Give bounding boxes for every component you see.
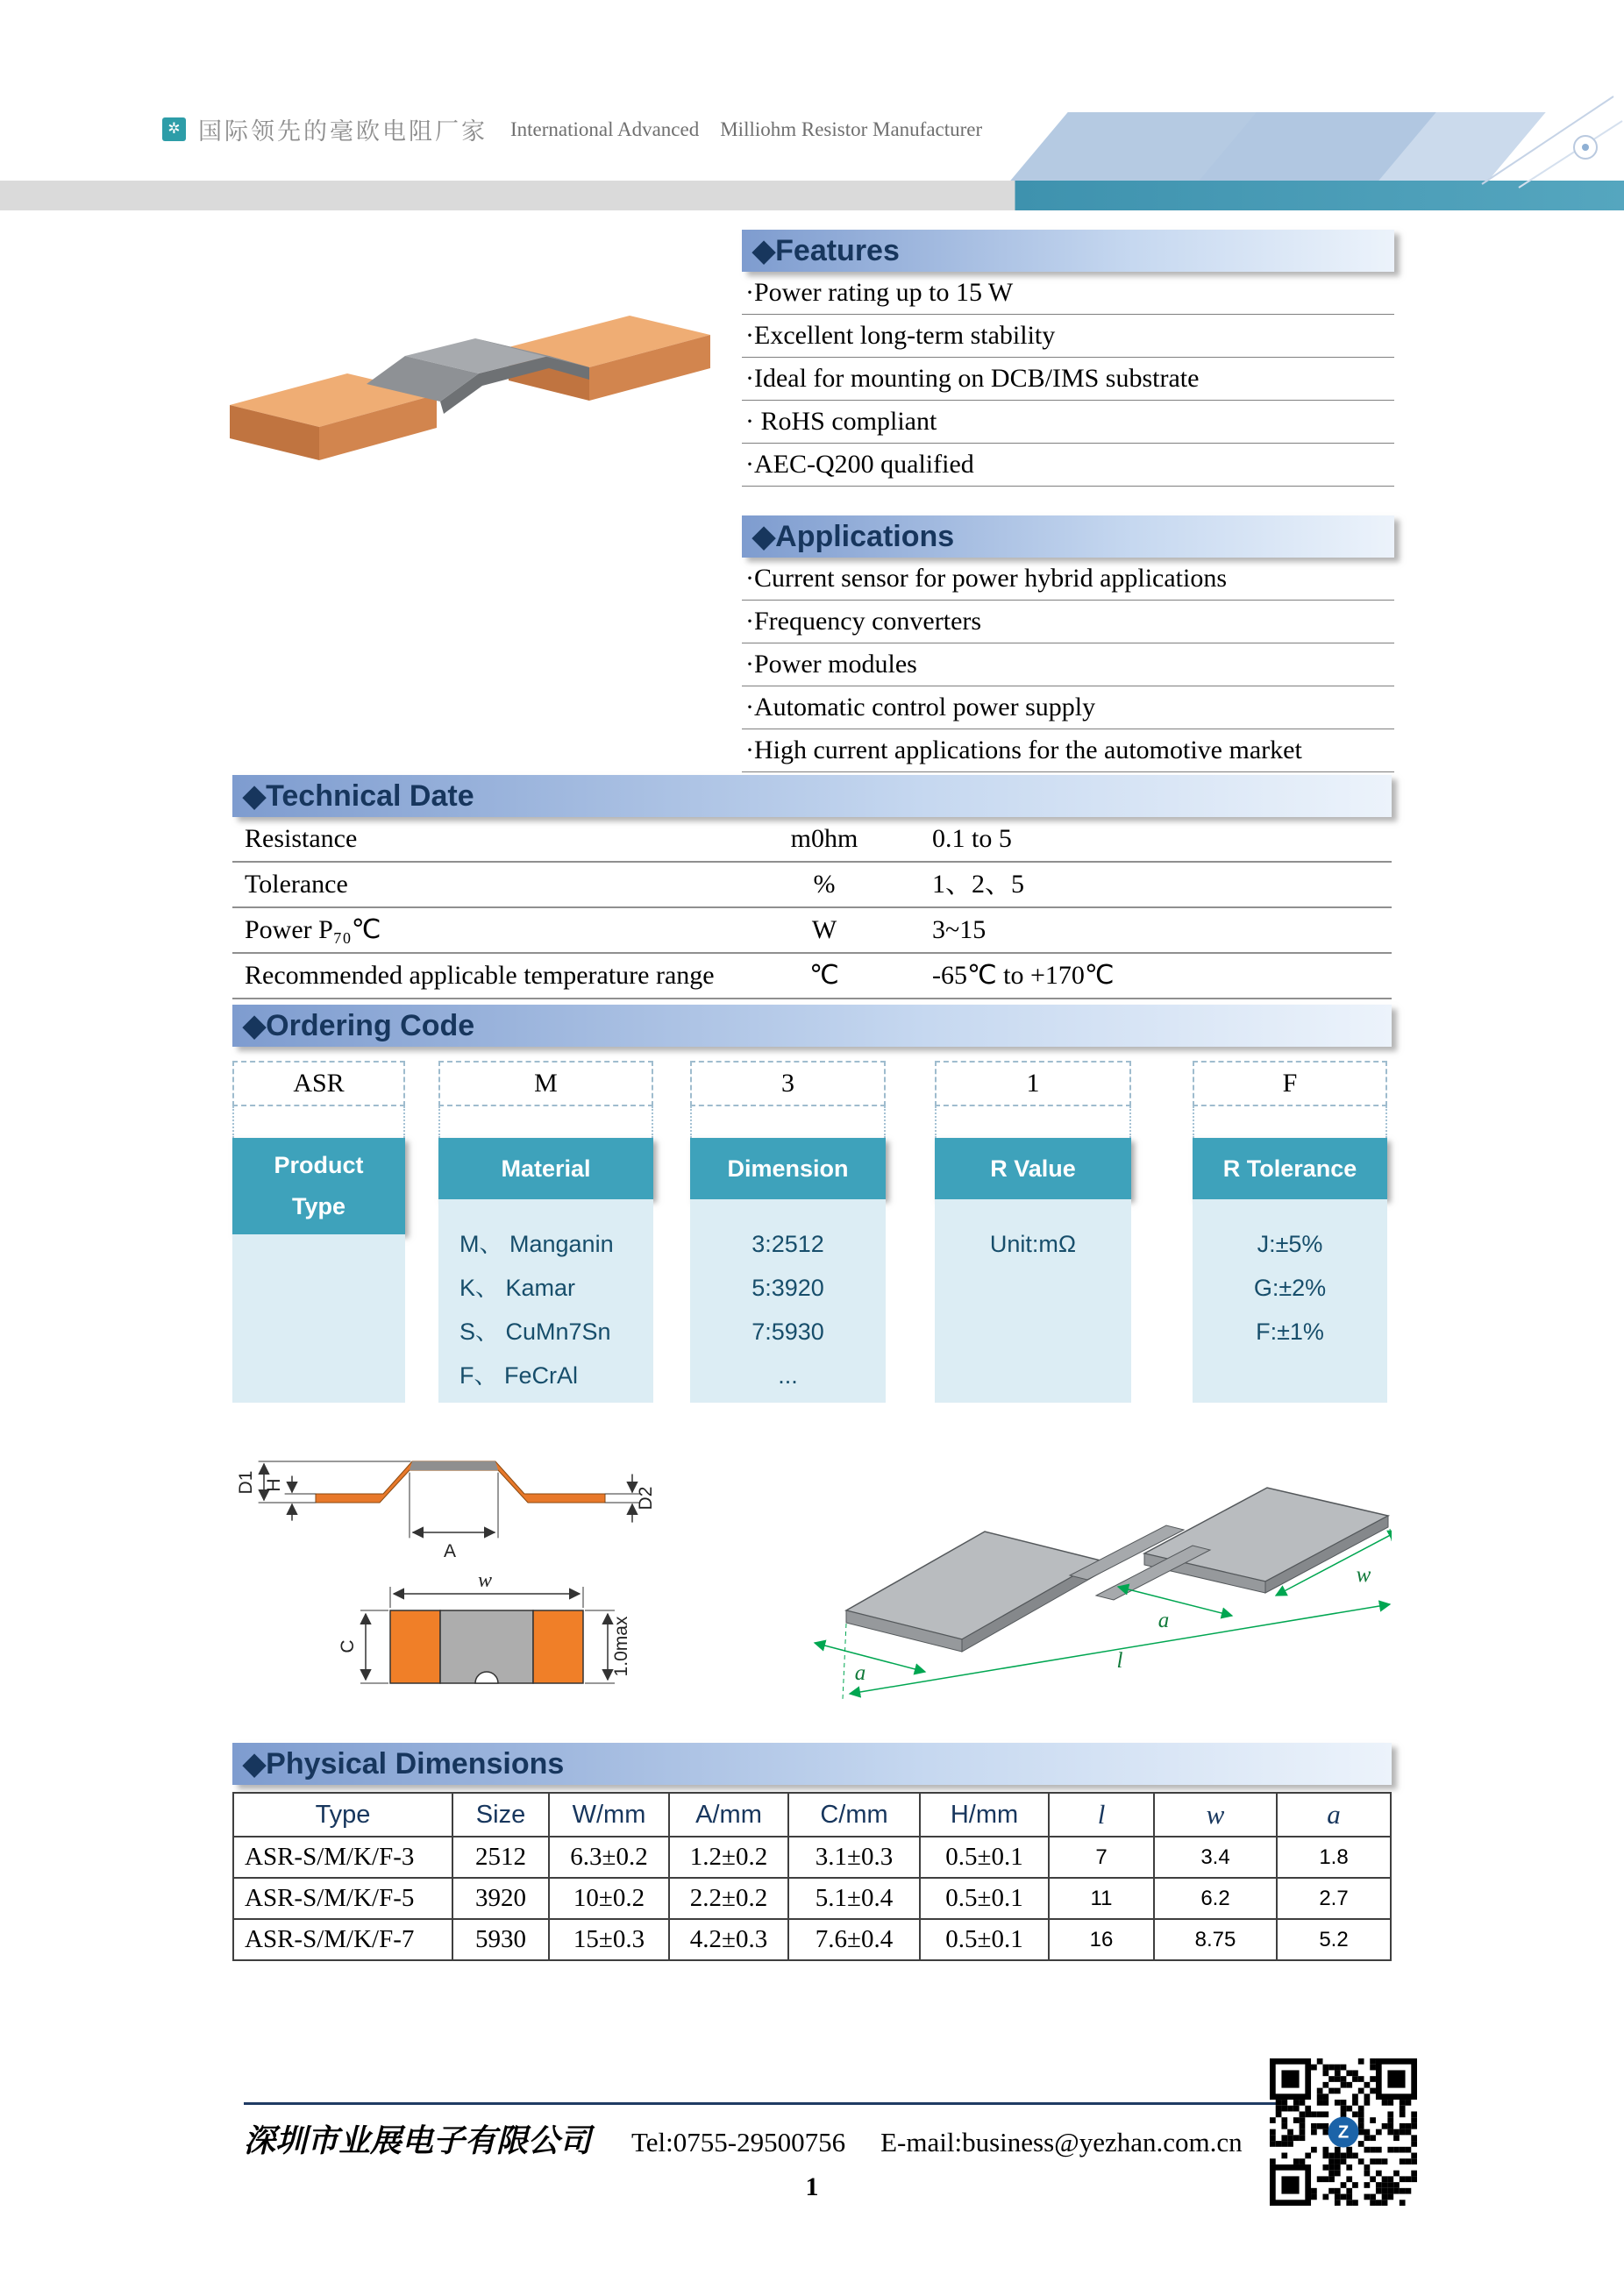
- col-header: Type: [233, 1793, 452, 1837]
- col-header: Size: [452, 1793, 549, 1837]
- code-box-rtolerance: F: [1193, 1061, 1387, 1106]
- col-header: w: [1154, 1793, 1277, 1837]
- application-item: ·Frequency converters: [742, 601, 1394, 643]
- feature-item: ·Excellent long-term stability: [742, 315, 1394, 358]
- dimension-drawings: [232, 1413, 1392, 1731]
- page-header: [162, 112, 982, 146]
- header-line: Product: [274, 1152, 364, 1178]
- cell: 5930: [452, 1919, 549, 1960]
- column-body: [935, 1199, 1131, 1403]
- column-header: R Tolerance: [1193, 1138, 1387, 1199]
- code-box-product: ASR: [232, 1061, 405, 1106]
- physical-title: ◆Physical Dimensions: [232, 1743, 1392, 1785]
- header-decoration-band: [1010, 112, 1435, 181]
- cell: 0.5±0.1: [920, 1919, 1049, 1960]
- dim-label-w-iso: w: [1356, 1563, 1371, 1587]
- col-header: a: [1277, 1793, 1391, 1837]
- brand-text-cn: 国际领先的毫欧电阻厂家: [198, 118, 488, 145]
- cell: 7: [1049, 1837, 1154, 1878]
- param-unit: ℃: [809, 961, 839, 990]
- cell: 1.2±0.2: [669, 1837, 788, 1878]
- company-email: E-mail:business@yezhan.com.cn: [880, 2127, 1243, 2157]
- dim-label-h: H: [264, 1478, 284, 1492]
- physical-dimensions-table: [232, 1792, 1392, 1961]
- column-rvalue: [935, 1138, 1131, 1403]
- material-option: F、 FeCrAl: [459, 1362, 578, 1389]
- technical-data-section: [232, 775, 1392, 999]
- code-box-rvalue: 1: [935, 1061, 1131, 1106]
- feature-item: ·Power rating up to 15 W: [742, 272, 1394, 315]
- dim-label-c: C: [338, 1639, 358, 1653]
- svg-text:Z: Z: [1337, 2122, 1350, 2143]
- column-body: [1193, 1199, 1387, 1403]
- dimension-option: 3:2512: [751, 1231, 824, 1257]
- material-option: S、 CuMn7Sn: [459, 1319, 611, 1345]
- code-box-dimension: 3: [690, 1061, 886, 1106]
- column-header: [232, 1138, 405, 1234]
- applications-section: [742, 515, 1394, 772]
- column-product-type: [232, 1138, 405, 1403]
- company-tel: Tel:0755-29500756: [631, 2127, 846, 2157]
- col-header: l: [1049, 1793, 1154, 1837]
- rtolerance-option: F:±1%: [1256, 1319, 1324, 1345]
- dim-label-a-right: a: [1157, 1609, 1170, 1632]
- table-row: [233, 1837, 1391, 1878]
- rtolerance-option: J:±5%: [1257, 1231, 1323, 1257]
- cell: 10±0.2: [549, 1878, 669, 1919]
- dim-label-a: A: [443, 1541, 457, 1561]
- cell-type: ASR-S/M/K/F-7: [233, 1919, 452, 1960]
- rtolerance-option: G:±2%: [1253, 1275, 1327, 1301]
- dimension-option: 7:5930: [751, 1319, 824, 1345]
- features-list: [742, 272, 1394, 487]
- brand-logo-icon: ✲: [162, 117, 186, 141]
- company-name: 深圳市业展电子有限公司: [244, 2123, 592, 2158]
- cell: 7.6±0.4: [788, 1919, 920, 1960]
- dim-label-max: 1.0max: [611, 1616, 631, 1677]
- dim-label-w: w: [477, 1569, 493, 1592]
- param-unit: m0hm: [790, 824, 858, 853]
- dimension-option: ...: [778, 1362, 798, 1389]
- product-photo: [219, 256, 710, 519]
- cell: 3920: [452, 1878, 549, 1919]
- iso-view-drawing: [815, 1488, 1392, 1699]
- ordering-code-section: [232, 1005, 1392, 1410]
- param-name: Resistance: [245, 824, 358, 853]
- footer-rule: [244, 2102, 1279, 2105]
- column-dimension: [690, 1138, 886, 1403]
- cell-type: ASR-S/M/K/F-3: [233, 1837, 452, 1878]
- brand-text-en-2: Milliohm Resistor Manufacturer: [720, 117, 983, 140]
- code-box-material: M: [438, 1061, 653, 1106]
- technical-row: [232, 817, 1392, 863]
- col-header: C/mm: [788, 1793, 920, 1837]
- feature-item: ·Ideal for mounting on DCB/IMS substrate: [742, 358, 1394, 401]
- cell: 6.2: [1154, 1878, 1277, 1919]
- cell: 2512: [452, 1837, 549, 1878]
- cell: 4.2±0.3: [669, 1919, 788, 1960]
- application-item: ·High current applications for the automotive market: [742, 729, 1394, 772]
- top-view-drawing: [338, 1569, 631, 1683]
- rvalue-note: Unit:mΩ: [989, 1231, 1077, 1257]
- side-view-drawing: [236, 1461, 656, 1561]
- param-value: -65℃ to +170℃: [932, 961, 1115, 990]
- material-option: K、 Kamar: [459, 1275, 576, 1301]
- cell: 6.3±0.2: [549, 1837, 669, 1878]
- technical-row: [232, 908, 1392, 954]
- table-row: [233, 1919, 1391, 1960]
- column-header: Dimension: [690, 1138, 886, 1199]
- param-unit: W: [811, 915, 837, 944]
- technical-row: [232, 954, 1392, 999]
- dim-label-d1: D1: [236, 1470, 256, 1495]
- cell: 15±0.3: [549, 1919, 669, 1960]
- cell: 1.8: [1277, 1837, 1391, 1878]
- param-name: Power P₇₀℃: [245, 915, 381, 944]
- param-value: 3~15: [932, 915, 987, 944]
- column-body: [438, 1199, 653, 1403]
- feature-item: ·AEC-Q200 qualified: [742, 444, 1394, 487]
- table-header-row: [233, 1793, 1391, 1837]
- col-header: H/mm: [920, 1793, 1049, 1837]
- header-decoration-lines: [1480, 93, 1624, 191]
- dim-label-a-left: a: [854, 1661, 866, 1685]
- cell: 0.5±0.1: [920, 1837, 1049, 1878]
- table-row: [233, 1878, 1391, 1919]
- param-value: 1、2、5: [932, 870, 1024, 899]
- ordering-title: ◆Ordering Code: [232, 1005, 1392, 1047]
- cell: 8.75: [1154, 1919, 1277, 1960]
- application-item: ·Current sensor for power hybrid applications: [742, 558, 1394, 601]
- column-material: [438, 1138, 653, 1403]
- param-name: Recommended applicable temperature range: [245, 961, 715, 990]
- col-header: A/mm: [669, 1793, 788, 1837]
- cell: 0.5±0.1: [920, 1878, 1049, 1919]
- column-header: Material: [438, 1138, 653, 1199]
- application-item: ·Automatic control power supply: [742, 686, 1394, 729]
- material-option: M、 Manganin: [459, 1231, 614, 1257]
- physical-dimensions-section: [232, 1743, 1392, 1961]
- technical-row: [232, 863, 1392, 908]
- cell: 2.7: [1277, 1878, 1391, 1919]
- column-header: R Value: [935, 1138, 1131, 1199]
- brand-text-en-1: International Advanced: [510, 117, 700, 140]
- param-name: Tolerance: [245, 870, 348, 899]
- dim-label-l: l: [1116, 1649, 1123, 1673]
- cell: 2.2±0.2: [669, 1878, 788, 1919]
- param-value: 0.1 to 5: [932, 824, 1012, 853]
- col-header: W/mm: [549, 1793, 669, 1837]
- features-section: [742, 230, 1394, 487]
- page-footer: [244, 2116, 1243, 2161]
- cell: 11: [1049, 1878, 1154, 1919]
- application-item: ·Power modules: [742, 643, 1394, 686]
- param-unit: %: [813, 870, 836, 899]
- applications-list: [742, 558, 1394, 772]
- features-title: ◆Features: [742, 230, 1394, 272]
- page-number: 1: [805, 2172, 819, 2201]
- feature-item: · RoHS compliant: [742, 401, 1394, 444]
- column-body: [232, 1234, 405, 1403]
- dim-label-d2: D2: [636, 1486, 656, 1511]
- cell: 5.2: [1277, 1919, 1391, 1960]
- header-band: [0, 181, 1624, 210]
- header-line: Type: [291, 1193, 345, 1219]
- column-rtolerance: [1193, 1138, 1387, 1403]
- dimension-option: 5:3920: [751, 1275, 824, 1301]
- cell-type: ASR-S/M/K/F-5: [233, 1878, 452, 1919]
- cell: 3.4: [1154, 1837, 1277, 1878]
- column-body: [690, 1199, 886, 1403]
- cell: 16: [1049, 1919, 1154, 1960]
- cell: 3.1±0.3: [788, 1837, 920, 1878]
- applications-title: ◆Applications: [742, 515, 1394, 558]
- technical-title: ◆Technical Date: [232, 775, 1392, 817]
- cell: 5.1±0.4: [788, 1878, 920, 1919]
